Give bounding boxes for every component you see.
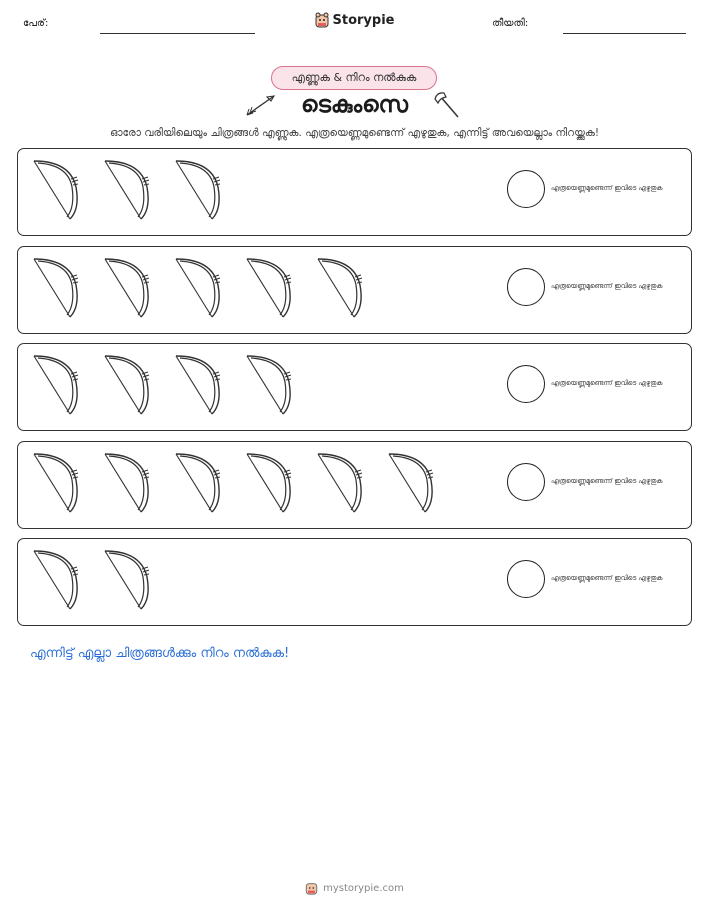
answer-circle[interactable] — [507, 268, 545, 306]
count-row-1 — [17, 148, 692, 236]
answer-circle[interactable] — [507, 365, 545, 403]
bow-icon — [101, 352, 153, 416]
bow-icon — [30, 157, 82, 221]
answer-circle[interactable] — [507, 560, 545, 598]
write-prompt: എത്രയെണ്ണമുണ്ടെന്ന് ഇവിടെ എഴുതുക — [551, 282, 663, 290]
name-label: പേര്: — [23, 18, 49, 29]
bow-icon — [101, 450, 153, 514]
count-row-3 — [17, 343, 692, 431]
write-prompt: എത്രയെണ്ണമുണ്ടെന്ന് ഇവിടെ എഴുതുക — [551, 574, 663, 582]
page-title: ടെകുംസെ — [300, 92, 409, 118]
bow-icon — [172, 352, 224, 416]
date-label: തീയതി: — [492, 18, 529, 29]
bow-icon — [314, 255, 366, 319]
storypie-logo-icon — [305, 881, 318, 895]
bow-icon — [30, 352, 82, 416]
bow-icon — [101, 255, 153, 319]
instructions: ഓരോ വരിയിലെയും ചിത്രങ്ങൾ എണ്ണുക. എത്രയെണ്ണമുണ്ടെന്ന് എഴുതുക, എന്നിട്ട് അവയെല്ലാം നിറയ്ക്കുക! — [109, 127, 600, 139]
answer-circle[interactable] — [507, 170, 545, 208]
count-row-4 — [17, 441, 692, 529]
bow-icon — [243, 450, 295, 514]
date-line[interactable] — [563, 33, 686, 34]
bow-icon — [101, 547, 153, 611]
write-prompt: എത്രയെണ്ണമുണ്ടെന്ന് ഇവിടെ എഴുതുക — [551, 379, 663, 387]
bow-icon — [101, 157, 153, 221]
activity-badge: എണ്ണുക & നിറം നൽകുക — [271, 66, 437, 90]
write-prompt: എത്രയെണ്ണമുണ്ടെന്ന് ഇവിടെ എഴുതുക — [551, 477, 663, 485]
bow-icon — [172, 157, 224, 221]
axe-icon — [432, 90, 462, 120]
name-line[interactable] — [100, 33, 255, 34]
brand — [0, 12, 709, 32]
bow-icon — [30, 255, 82, 319]
bow-icon — [30, 547, 82, 611]
bow-icon — [172, 450, 224, 514]
brand-name: Storypie — [332, 12, 395, 28]
bow-icon — [172, 255, 224, 319]
footer — [0, 880, 709, 899]
answer-circle[interactable] — [507, 463, 545, 501]
bow-icon — [30, 450, 82, 514]
bow-icon — [243, 255, 295, 319]
write-prompt: എത്രയെണ്ണമുണ്ടെന്ന് ഇവിടെ എഴുതുക — [551, 184, 663, 192]
closing-note: എന്നിട്ട് എല്ലാ ചിത്രങ്ങൾക്കും നിറം നൽകുക! — [30, 646, 290, 661]
storypie-logo-icon — [315, 12, 329, 28]
bow-icon — [243, 352, 295, 416]
footer-site: mystorypie.com — [323, 882, 404, 894]
count-row-2 — [17, 246, 692, 334]
bow-icon — [314, 450, 366, 514]
count-row-5 — [17, 538, 692, 626]
bow-icon — [385, 450, 437, 514]
